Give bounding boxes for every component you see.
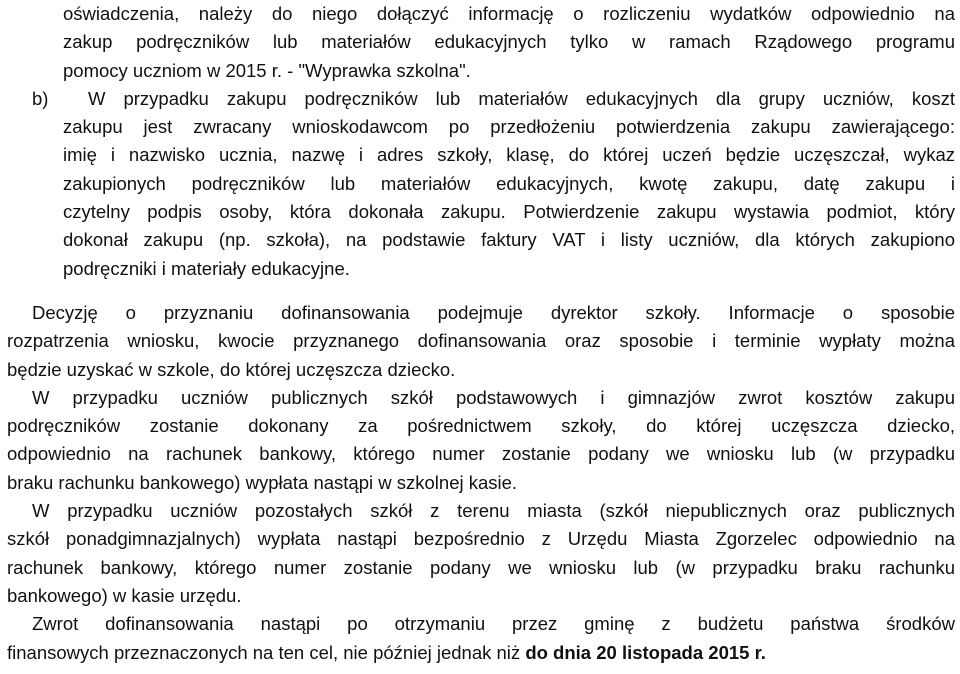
- text-line: W przypadku uczniów publicznych szkół podstawowych i gimnazjów zwrot kosztów zakupu: [32, 386, 955, 408]
- paragraph-a-continuation: [7, 0, 955, 85]
- text-run: finansowych przeznaczonych na ten cel, nie później jednak niż: [7, 641, 526, 663]
- text-line: będzie uzyskać w szkole, do której uczęszcza dziecko.: [7, 358, 456, 380]
- text-line: rachunek bankowy, którego numer zostanie podany we wniosku lub (w przypadku braku rachunku: [7, 556, 955, 578]
- text-line: Zwrot dofinansowania nastąpi po otrzymaniu przez gminę z budżetu państwa środków: [32, 613, 955, 635]
- list-label: b): [32, 87, 49, 109]
- text-line: zakup podręczników lub materiałów edukacyjnych tylko w ramach Rządowego programu: [63, 31, 955, 53]
- text-line: [7, 639, 955, 667]
- text-line: szkół ponadgimnazjalnych) wypłata nastąpi bezpośrednio z Urzędu Miasta Zgorzelec odpowiednio na: [7, 528, 955, 550]
- paragraph-b: [7, 85, 955, 283]
- text-line: podręczniki i materiały edukacyjne.: [63, 257, 350, 279]
- text-line: imię i nazwisko ucznia, nazwę i adres szkoły, klasę, do której uczeń będzie uczęszczał, wykaz: [63, 144, 955, 166]
- text-line: bankowego) w kasie urzędu.: [7, 584, 242, 606]
- text-line: W przypadku uczniów pozostałych szkół z terenu miasta (szkół niepublicznych oraz publicznych: [32, 500, 955, 522]
- text-run: W przypadku zakupu podręczników lub materiałów edukacyjnych dla grupy uczniów, koszt: [88, 87, 955, 109]
- text-line: braku rachunku bankowego) wypłata nastąpi w szkolnej kasie.: [7, 471, 518, 493]
- document-page: [7, 0, 955, 667]
- text-line: rozpatrzenia wniosku, kwocie przyznanego dofinansowania oraz sposobie i terminie wypłaty można: [7, 330, 955, 352]
- text-line: oświadczenia, należy do niego dołączyć informację o rozliczeniu wydatków odpowiednio na: [63, 3, 955, 24]
- text-line: zakupionych podręczników lub materiałów edukacyjnych, kwotę zakupu, datę zakupu i: [63, 172, 955, 194]
- paragraph-other-schools: [7, 497, 955, 610]
- text-line: podręczników zostanie dokonany za pośrednictwem szkoły, do której uczęszcza dziecko,: [7, 415, 955, 437]
- text-line: czytelny podpis osoby, która dokonała zakupu. Potwierdzenie zakupu wystawia podmiot, który: [63, 201, 955, 223]
- text-line: odpowiednio na rachunek bankowy, którego numer zostanie podany we wniosku lub (w przypadku: [7, 443, 955, 465]
- text-line: Decyzję o przyznaniu dofinansowania podejmuje dyrektor szkoły. Informacje o sposobie: [32, 301, 955, 323]
- paragraph-refund: [7, 610, 955, 667]
- deadline-date: do dnia 20 listopada 2015 r.: [525, 641, 766, 663]
- text-line: dokonał zakupu (np. szkoła), na podstawie faktury VAT i listy uczniów, dla których zakupiono: [63, 229, 955, 251]
- paragraph-public-schools: [7, 384, 955, 497]
- text-line: [7, 85, 955, 113]
- text-line: pomocy uczniom w 2015 r. - "Wyprawka szkolna".: [63, 59, 471, 81]
- paragraph-gap: [7, 283, 955, 299]
- text-line: zakupu jest zwracany wnioskodawcom po przedłożeniu potwierdzenia zakupu zawierającego:: [63, 116, 955, 138]
- paragraph-decision: [7, 299, 955, 384]
